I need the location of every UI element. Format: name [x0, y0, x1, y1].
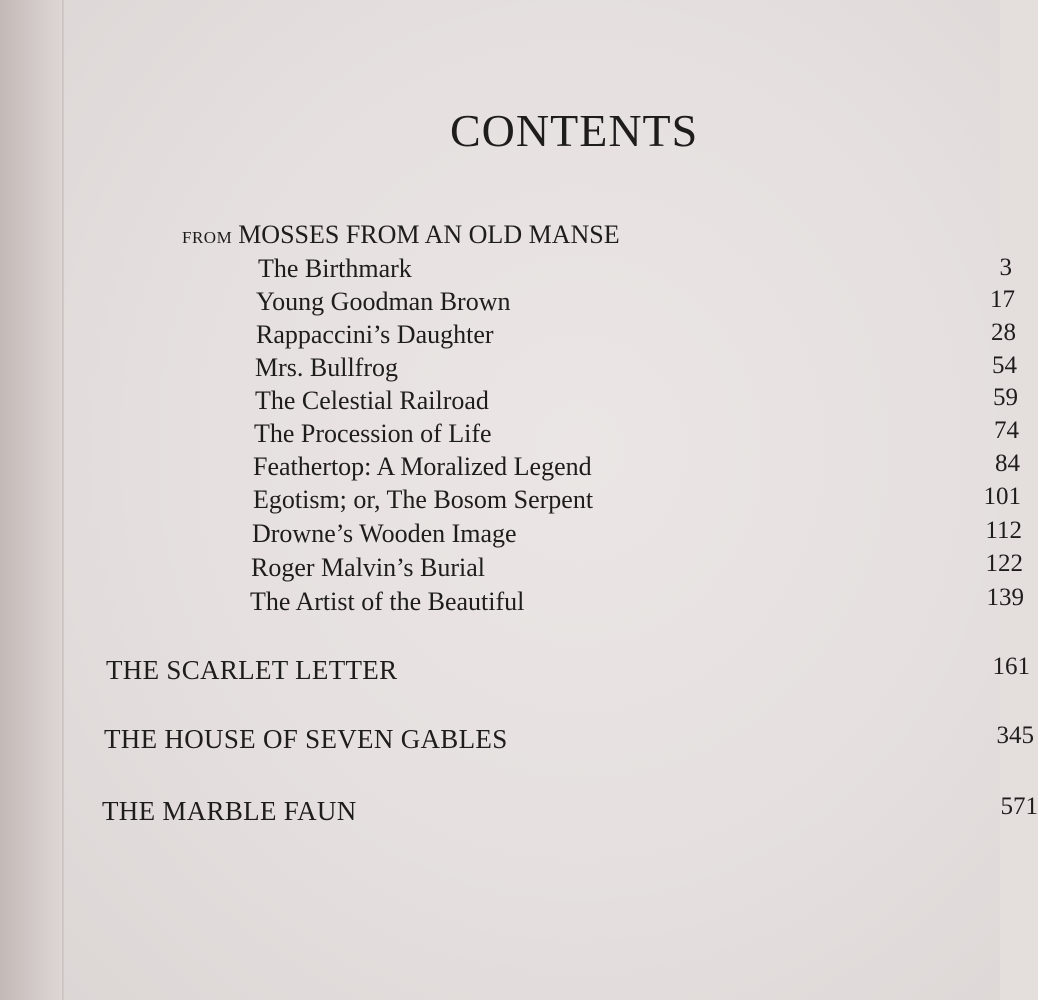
story-title: The Birthmark: [258, 254, 412, 283]
story-title: Mrs. Bullfrog: [255, 353, 398, 382]
section-prefix: FROM: [182, 228, 233, 247]
story-title: Young Goodman Brown: [256, 287, 511, 316]
page-title: CONTENTS: [450, 105, 699, 156]
story-page-number: 101: [983, 483, 1021, 510]
work-title: THE SCARLET LETTER: [106, 655, 398, 685]
story-title: The Artist of the Beautiful: [250, 587, 525, 616]
work-page-number: 345: [996, 722, 1034, 749]
story-title: Drowne’s Wooden Image: [252, 519, 517, 548]
story-title: The Procession of Life: [254, 419, 492, 448]
story-page-number: 84: [995, 450, 1020, 477]
story-page-number: 122: [985, 550, 1023, 577]
work-page-number: 571: [1000, 793, 1038, 820]
story-title: The Celestial Railroad: [255, 386, 489, 415]
story-title: Egotism; or, The Bosom Serpent: [253, 485, 594, 514]
book-gutter: [0, 0, 62, 1000]
story-page-number: 54: [992, 352, 1017, 379]
story-page-number: 59: [993, 384, 1018, 411]
story-title: Feathertop: A Moralized Legend: [253, 452, 592, 481]
story-page-number: 3: [999, 254, 1012, 281]
work-title: THE MARBLE FAUN: [102, 796, 357, 826]
story-page-number: 112: [985, 517, 1022, 544]
section-heading: [182, 222, 620, 248]
story-page-number: 139: [986, 584, 1024, 611]
story-page-number: 28: [991, 319, 1016, 346]
work-title: THE HOUSE OF SEVEN GABLES: [104, 724, 508, 754]
story-title: Roger Malvin’s Burial: [251, 553, 485, 582]
story-title: Rappaccini’s Daughter: [256, 320, 494, 349]
contents-page: [64, 0, 1038, 1000]
work-page-number: 161: [992, 653, 1030, 680]
story-page-number: 17: [990, 286, 1015, 313]
section-title: MOSSES FROM AN OLD MANSE: [238, 220, 620, 249]
story-page-number: 74: [994, 417, 1019, 444]
